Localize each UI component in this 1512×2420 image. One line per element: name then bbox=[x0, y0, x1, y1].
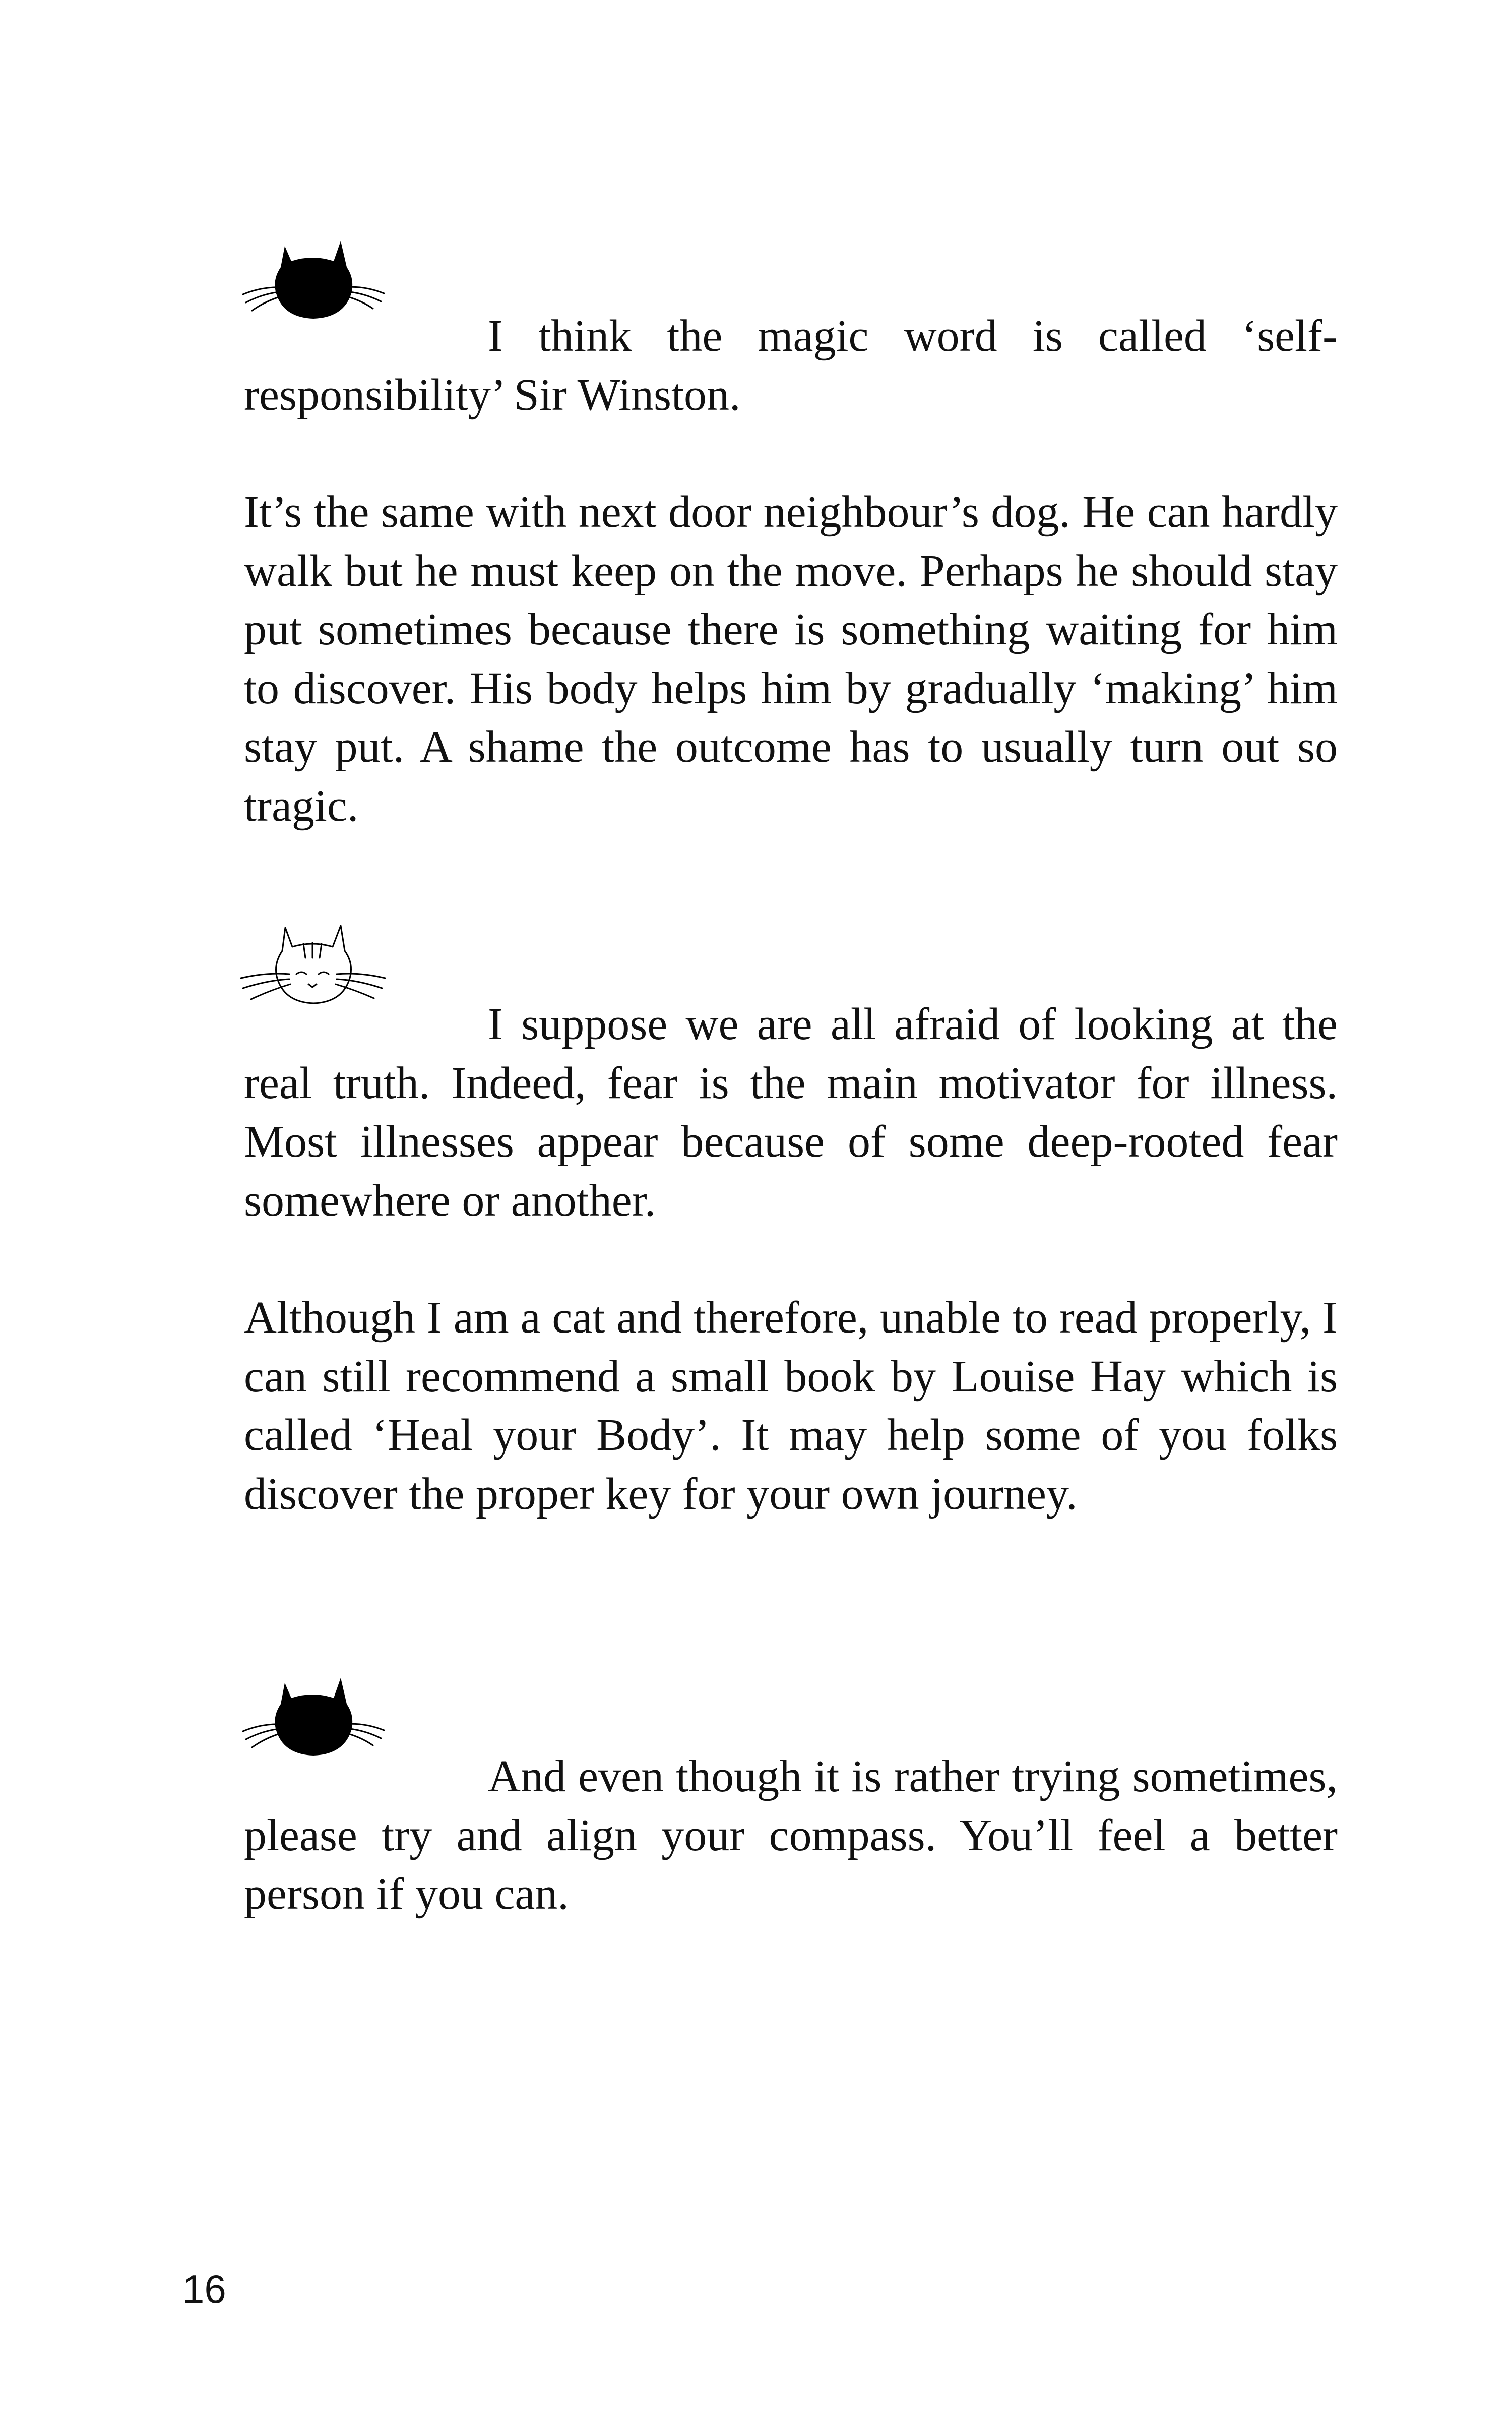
page-number: 16 bbox=[182, 2267, 226, 2311]
paragraph-4: Although I am a cat and therefore, unable to read properly, I can still recommend a small book by Louise Hay which is called ‘Heal your Body’. It may help some of you folks discover the proper key for your own journey. bbox=[244, 1293, 1338, 1519]
paragraph-2: It’s the same with next door neighbour’s dog. He can hardly walk but he must keep on the move. Perhaps he should stay put sometimes because there is something waiting for him to discover. His body helps him by gradually ‘making’ him stay put. A shame the outcome has to usually turn out so tragic. bbox=[244, 487, 1338, 831]
outline-cat-head-icon bbox=[237, 918, 388, 1008]
paragraph-1: I think the magic word is called ‘self-responsibility’ Sir Winston. bbox=[244, 311, 1338, 420]
paragraph-5: And even though it is rather trying sometimes, please try and align your compass. You’ll feel a better person if you can. bbox=[244, 1751, 1338, 1919]
paragraph-3: I suppose we are all afraid of looking at the real truth. Indeed, fear is the main motivator for illness. Most illnesses appear because of some deep-rooted fear somewhere or another. bbox=[244, 999, 1338, 1226]
black-cat-head-icon bbox=[237, 1669, 388, 1760]
